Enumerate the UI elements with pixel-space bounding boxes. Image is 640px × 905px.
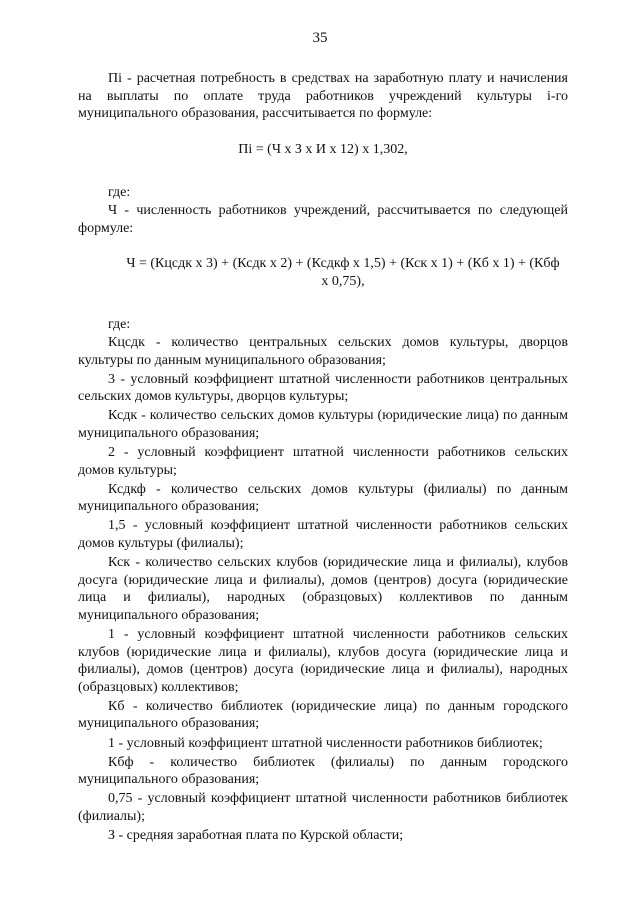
definition-item: Ксдк - количество сельских домов культуры (юридические лица) по данным муниципального образования; [78, 408, 568, 441]
formula-headcount-line1: Ч = (Кцсдк х 3) + (Ксдк х 2) + (Ксдкф х 1,5) + (Кск х 1) + (Кб х 1) + (Кбф [126, 256, 560, 272]
page-number: 35 [312, 30, 328, 46]
headcount-definition: Ч - численность работников учреждений, рассчитывается по следующей формуле: [78, 202, 568, 236]
definition-item: 3 - условный коэффициент штатной численности работников центральных сельских домов культуры, дворцов культуры; [78, 371, 568, 405]
where-label: где: [108, 185, 131, 201]
definition-item: Кск - количество сельских клубов (юридические лица и филиалы), клубов досуга (юридические лица и филиалы), домов (центров) досуга (юридические лица и филиалы), народных (образцовых) коллективов по данным муниципального образования; [78, 555, 568, 623]
definition-item: 0,75 - условный коэффициент штатной численности работников библиотек (филиалы); [78, 791, 568, 824]
formula-payroll: Пi = (Ч х З х И х 12) х 1,302, [238, 141, 408, 157]
definition-item: Кб - количество библиотек (юридические лица) по данным городского муниципального образования; [78, 698, 568, 732]
definition-item: 1,5 - условный коэффициент штатной численности работников сельских домов культуры (филиалы); [78, 518, 568, 551]
formula-headcount-line2: х 0,75), [321, 273, 365, 289]
intro-paragraph: Пi - расчетная потребность в средствах на заработную плату и начисления на выплаты по оплате труда работников учреждений культуры i-го муниципального образования, рассчитывается по формуле: [78, 71, 568, 122]
definition-item: 1 - условный коэффициент штатной численности работников библиотек; [108, 735, 543, 751]
definition-item: Кбф - количество библиотек (филиалы) по данным городского муниципального образования; [78, 754, 568, 788]
definition-item: З - средняя заработная плата по Курской области; [108, 827, 404, 843]
document-body [78, 70, 568, 846]
where-label: где: [108, 317, 131, 333]
formula-headcount [78, 255, 568, 290]
definition-item: Кцсдк - количество центральных сельских домов культуры, дворцов культуры по данным муниципального образования; [78, 334, 568, 368]
definition-item: 2 - условный коэффициент штатной численности работников сельских домов культуры; [78, 445, 568, 478]
definition-item: 1 - условный коэффициент штатной численности работников сельских клубов (юридические лица и филиалы), клубов досуга (юридические лица и филиалы), домов (центров) досуга (юридические лица и филиалы), народных (образцовых) коллективов; [78, 626, 568, 695]
definition-item: Ксдкф - количество сельских домов культуры (филиалы) по данным муниципального образования; [78, 481, 568, 515]
